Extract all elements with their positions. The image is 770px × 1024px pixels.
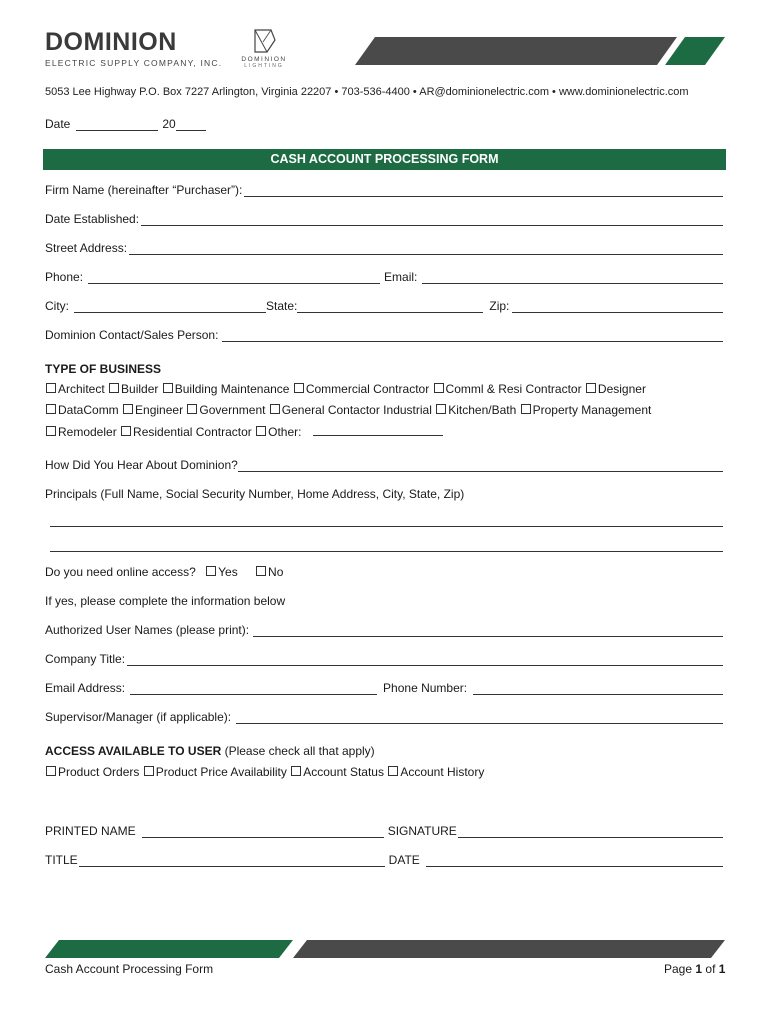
date-field[interactable]	[76, 119, 158, 131]
signature-label: SIGNATURE	[387, 824, 457, 838]
option-label: Engineer	[135, 403, 184, 417]
option-label: Property Management	[532, 403, 652, 417]
checkbox[interactable]	[294, 383, 304, 393]
principals-row	[45, 487, 723, 501]
date-established-label: Date Established:	[45, 212, 140, 226]
business-option[interactable]	[435, 403, 516, 417]
online-instruction-row	[45, 594, 723, 608]
business-option[interactable]	[45, 403, 119, 417]
signature-date-label: DATE	[388, 853, 420, 867]
state-label: State:	[266, 299, 298, 313]
checkbox[interactable]	[121, 426, 131, 436]
authorized-users-field[interactable]	[253, 625, 723, 637]
checkbox[interactable]	[256, 426, 266, 436]
business-option[interactable]	[162, 382, 290, 396]
option-label: Designer	[597, 382, 646, 396]
checkbox[interactable]	[291, 766, 301, 776]
street-address-row	[45, 241, 723, 255]
lighting-logo-sub: LIGHTING	[244, 63, 284, 69]
email-label: Email:	[384, 270, 418, 284]
checkbox[interactable]	[144, 766, 154, 776]
online-access-no[interactable]	[255, 565, 283, 579]
access-title: ACCESS AVAILABLE TO USER	[45, 744, 222, 758]
checkbox[interactable]	[206, 566, 216, 576]
option-label: DataComm	[58, 403, 119, 417]
lighting-logo	[238, 26, 290, 69]
option-label: General Contactor Industrial	[281, 403, 432, 417]
business-type-row-3	[45, 424, 443, 439]
type-of-business-title: TYPE OF BUSINESS	[45, 362, 162, 376]
street-address-label: Street Address:	[45, 241, 128, 255]
footer-page-number	[664, 962, 725, 976]
firm-name-field[interactable]	[244, 185, 723, 197]
option-label: Product Orders	[58, 765, 140, 779]
principals-line-2-row	[45, 540, 723, 552]
signature-date-field[interactable]	[426, 855, 723, 867]
form-title-banner: CASH ACCOUNT PROCESSING FORM	[43, 149, 726, 170]
option-label: Yes	[218, 565, 238, 579]
user-email-label: Email Address:	[45, 681, 126, 695]
option-label: Architect	[58, 382, 105, 396]
option-label: Other:	[268, 425, 302, 439]
checkbox[interactable]	[163, 383, 173, 393]
online-access-row	[45, 565, 283, 579]
user-phone-field[interactable]	[473, 683, 723, 695]
title-label: TITLE	[45, 853, 78, 867]
checkbox[interactable]	[434, 383, 444, 393]
hear-about-field[interactable]	[238, 460, 723, 472]
city-state-zip-row	[45, 299, 723, 313]
checkbox[interactable]	[436, 404, 446, 414]
date-established-row	[45, 212, 723, 226]
business-type-row-2	[45, 403, 651, 417]
user-email-field[interactable]	[130, 683, 377, 695]
date-line	[45, 117, 206, 131]
checkbox[interactable]	[46, 404, 56, 414]
page-total: 1	[718, 962, 726, 976]
authorized-users-row	[45, 623, 723, 637]
business-option[interactable]	[269, 403, 432, 417]
date-year-prefix: 20	[162, 117, 176, 131]
zip-label: Zip:	[489, 299, 510, 313]
supervisor-field[interactable]	[236, 712, 723, 724]
supervisor-row	[45, 710, 723, 724]
header-decorative-bars	[355, 37, 725, 65]
online-access-question: Do you need online access?	[45, 565, 196, 579]
option-label: Kitchen/Bath	[448, 403, 517, 417]
business-option[interactable]	[45, 425, 117, 439]
authorized-users-label: Authorized User Names (please print):	[45, 623, 250, 637]
option-label: Comml & Resi Contractor	[445, 382, 582, 396]
principals-field-2[interactable]	[50, 540, 723, 552]
business-option[interactable]	[520, 403, 652, 417]
checkbox[interactable]	[109, 383, 119, 393]
of-word: of	[705, 962, 716, 976]
option-label: Product Price Availability	[155, 765, 287, 779]
online-access-instruction: If yes, please complete the information below	[45, 594, 286, 608]
lighting-logo-name: DOMINION	[241, 56, 287, 63]
business-option[interactable]	[293, 382, 429, 396]
phone-label: Phone:	[45, 270, 84, 284]
phone-email-row	[45, 270, 723, 284]
option-label: No	[268, 565, 284, 579]
option-label: Account History	[400, 765, 485, 779]
checkbox[interactable]	[270, 404, 280, 414]
principals-field-1[interactable]	[50, 515, 723, 527]
option-label: Builder	[121, 382, 159, 396]
firm-name-row	[45, 183, 723, 197]
option-label: Remodeler	[58, 425, 117, 439]
online-access-yes[interactable]	[205, 565, 238, 579]
brand-logo-text: DOMINION	[45, 28, 177, 56]
footer-decorative-bars	[45, 940, 725, 958]
access-title-row	[45, 744, 375, 758]
signature-field[interactable]	[458, 826, 723, 838]
checkbox[interactable]	[46, 766, 56, 776]
checkbox[interactable]	[586, 383, 596, 393]
page-current: 1	[695, 962, 703, 976]
company-contact-line: 5053 Lee Highway P.O. Box 7227 Arlington, Virginia 22207 • 703-536-4400 • AR@dominionelectric.com • www.dominionelectric.com	[45, 86, 689, 98]
option-label: Residential Contractor	[133, 425, 252, 439]
state-field[interactable]	[297, 301, 483, 313]
principals-label: Principals (Full Name, Social Security Number, Home Address, City, State, Zip)	[45, 487, 465, 501]
checkbox[interactable]	[388, 766, 398, 776]
access-option[interactable]	[45, 765, 139, 779]
business-option[interactable]	[45, 382, 105, 396]
contact-person-label: Dominion Contact/Sales Person:	[45, 328, 219, 342]
date-label: Date	[45, 117, 71, 131]
zip-field[interactable]	[512, 301, 723, 313]
access-option[interactable]	[387, 765, 484, 779]
checkbox[interactable]	[521, 404, 531, 414]
brand-logo-subtitle: ELECTRIC SUPPLY COMPANY, INC.	[45, 58, 223, 68]
access-option[interactable]	[290, 765, 384, 779]
business-option[interactable]	[120, 425, 252, 439]
company-title-row	[45, 652, 723, 666]
company-title-field[interactable]	[127, 654, 723, 666]
option-label: Commercial Contractor	[305, 382, 430, 396]
company-title-label: Company Title:	[45, 652, 126, 666]
checkbox[interactable]	[256, 566, 266, 576]
user-email-phone-row	[45, 681, 723, 695]
business-option[interactable]	[108, 382, 158, 396]
street-address-field[interactable]	[129, 243, 723, 255]
other-business-field[interactable]	[313, 424, 443, 436]
access-note: (Please check all that apply)	[224, 744, 375, 758]
date-year-field[interactable]	[176, 119, 206, 131]
footer-form-name: Cash Account Processing Form	[45, 962, 214, 976]
access-options-row	[45, 765, 484, 779]
city-label: City:	[45, 299, 69, 313]
contact-person-field[interactable]	[222, 330, 723, 342]
contact-person-row	[45, 328, 723, 342]
business-option[interactable]	[122, 403, 183, 417]
printed-name-field[interactable]	[142, 826, 384, 838]
hear-about-label: How Did You Hear About Dominion?	[45, 458, 238, 472]
printed-name-label: PRINTED NAME	[45, 824, 136, 838]
option-label: Account Status	[303, 765, 384, 779]
checkbox[interactable]	[187, 404, 197, 414]
date-established-field[interactable]	[141, 214, 723, 226]
lighting-logo-icon	[249, 26, 279, 56]
access-option[interactable]	[143, 765, 287, 779]
checkbox[interactable]	[46, 383, 56, 393]
principals-line-1-row	[45, 515, 723, 527]
user-phone-label: Phone Number:	[383, 681, 468, 695]
title-date-row	[45, 853, 723, 867]
phone-field[interactable]	[88, 272, 380, 284]
city-field[interactable]	[74, 301, 266, 313]
firm-name-label: Firm Name (hereinafter “Purchaser”):	[45, 183, 243, 197]
business-type-row-1	[45, 382, 646, 396]
option-label: Government	[199, 403, 266, 417]
option-label: Building Maintenance	[174, 382, 290, 396]
business-option[interactable]	[433, 382, 582, 396]
printed-name-signature-row	[45, 824, 723, 838]
business-option[interactable]	[585, 382, 646, 396]
page-word: Page	[664, 962, 693, 976]
business-option[interactable]	[255, 425, 301, 439]
email-field[interactable]	[422, 272, 723, 284]
title-field[interactable]	[79, 855, 385, 867]
business-option[interactable]	[186, 403, 265, 417]
checkbox[interactable]	[46, 426, 56, 436]
supervisor-label: Supervisor/Manager (if applicable):	[45, 710, 232, 724]
checkbox[interactable]	[123, 404, 133, 414]
hear-about-row	[45, 458, 723, 472]
